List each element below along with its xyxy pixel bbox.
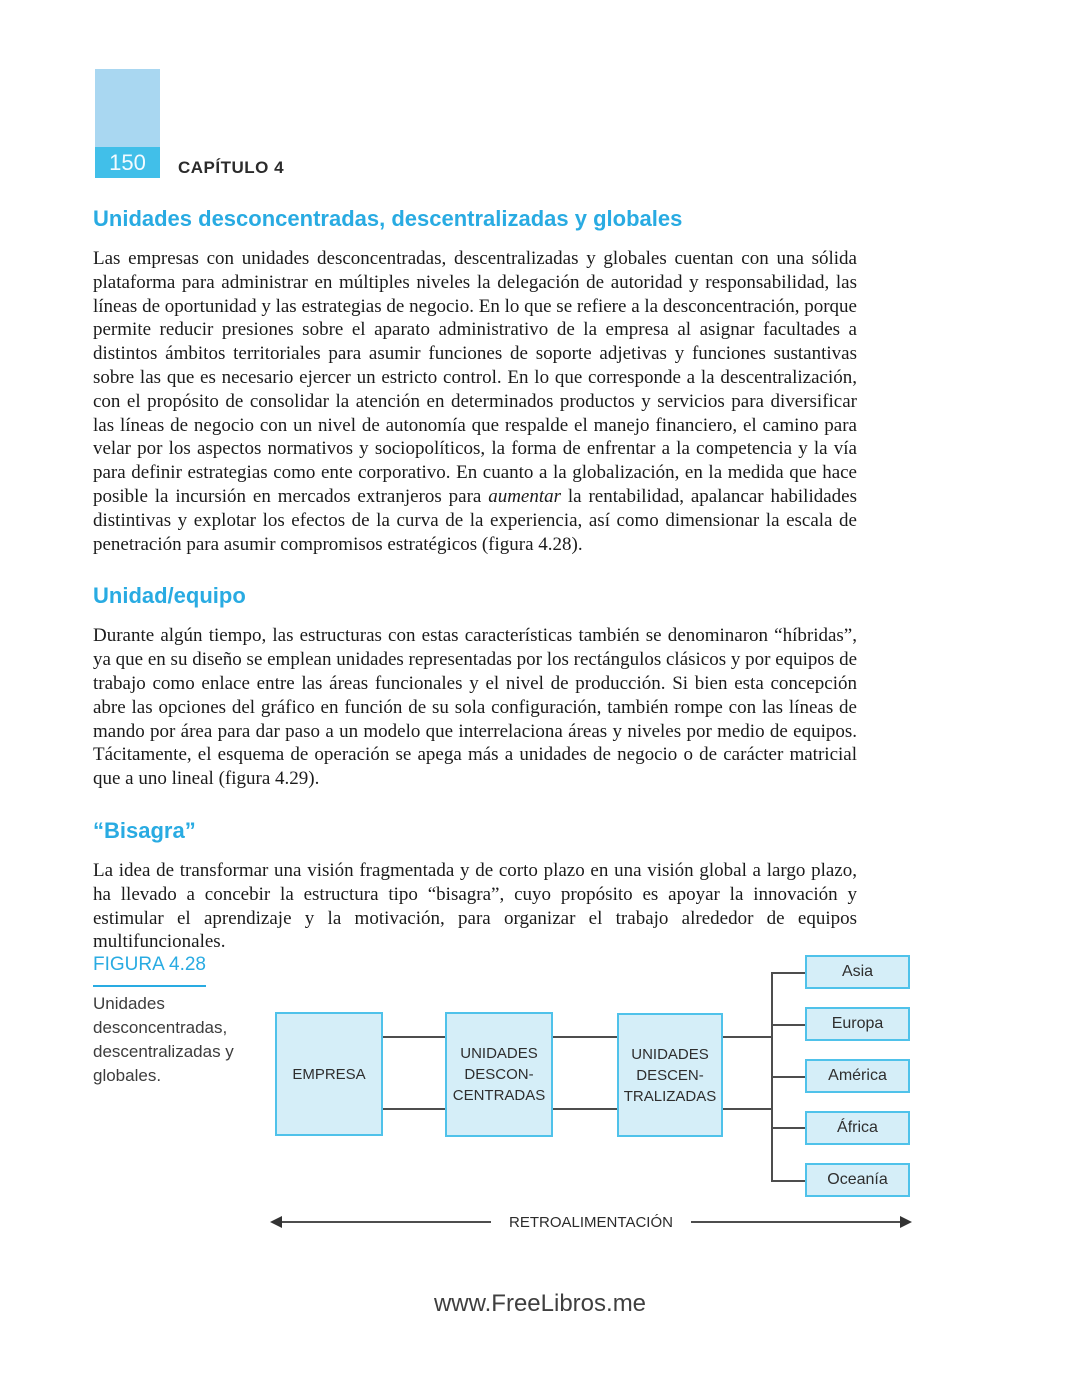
connector-stub-oceania [771, 1180, 805, 1182]
paragraph-unidades-part2: la rentabilidad, apalancar habilidades distintivas y explotar los efectos de la curva de la experiencia, así como dimensionar la escala de penetración para asumir compromisos estratégicos (figura 4.28). [93, 485, 857, 555]
connector-stub-asia [771, 972, 805, 974]
connector-stub-europa [771, 1024, 805, 1026]
section-heading-unidad-equipo: Unidad/equipo [93, 583, 246, 609]
node-descon-line3: CENTRADAS [452, 1087, 546, 1104]
page-tab-decoration [95, 69, 160, 147]
figure-caption: Unidades desconcentradas, descentralizadas y globales. [93, 994, 234, 1085]
node-descen-line3: TRALIZADAS [623, 1087, 717, 1105]
connector-empresa-descon-top [383, 1036, 445, 1038]
figure-4-28 [0, 948, 1080, 1278]
text-column [93, 206, 857, 954]
connector-descon-descen-bottom [553, 1108, 617, 1110]
diagram-node-europa: Europa [805, 1007, 910, 1041]
figure-label: FIGURA 4.28 [93, 954, 206, 987]
diagram-node-africa: África [805, 1111, 910, 1145]
section-heading-bisagra: “Bisagra” [93, 817, 196, 843]
page-number-tab [95, 69, 160, 178]
connector-stub-america [771, 1076, 805, 1078]
feedback-label: RETROALIMENTACIÓN [509, 1213, 673, 1231]
arrow-right-icon [900, 1216, 912, 1228]
footer-url[interactable]: www.FreeLibros.me [433, 1290, 647, 1317]
connector-stub-africa [771, 1127, 805, 1129]
node-descen-line1: UNIDADES [631, 1045, 709, 1063]
connector-empresa-descon-bottom [383, 1108, 445, 1110]
diagram-node-america: América [805, 1059, 910, 1093]
diagram-node-empresa [275, 1012, 383, 1136]
paragraph-unidades-italic: aumentar [488, 485, 562, 507]
paragraph-unidades [93, 247, 857, 556]
node-descon-line1: UNIDADES [460, 1045, 538, 1062]
node-empresa-label: EMPRESA [292, 1065, 366, 1083]
arrow-left-icon [270, 1216, 282, 1228]
node-descen-line2: DESCEN- [636, 1066, 704, 1084]
connector-descen-spine-bottom [723, 1108, 771, 1110]
paragraph-unidad-equipo: Durante algún tiempo, las estructuras con estas características también se denominaron “híbridas”, ya que en su diseño se emplean unidades representadas por los rectángulos clásicos y por equipos de trabajo como enlace entre las áreas funcionales y el nivel de producción. Si bien esta concepción abre las opciones del gráfico en función de su sola configuración, también rompe con las líneas de mando por área para dar paso a un modelo que interrelaciona áreas y niveles por medio de equipos. Tácitamente, el esquema de operación se apega más a unidades de negocio o de carácter matricial que a uno lineal (figura 4.29). [93, 625, 857, 790]
node-descon-line2: DESCON- [464, 1066, 534, 1083]
footer [0, 1290, 1080, 1318]
diagram-node-desconcentradas [445, 1012, 553, 1137]
arrow-line-right [691, 1221, 900, 1223]
arrow-line-left [282, 1221, 491, 1223]
connector-descen-spine-top [723, 1036, 771, 1038]
feedback-arrow [270, 1215, 912, 1229]
paragraph-unidades-part1: Las empresas con unidades desconcentradas, descentralizadas y globales cuentan con una sólida plataforma para administrar en múltiples niveles la delegación de autoridad y responsabilidad, las líneas de oportunidad y las estrategias de negocio. En lo que se refiere a la desconcentración, porque permite reducir presiones sobre el aparato administrativo de la empresa al asignar facultades a distintos ámbitos territoriales para asumir funciones de soporte adjetivas y funciones sustantivas sobre las que es necesario ejercer un estricto control. En lo que corresponde a la descentralización, con el propósito de consolidar la atención en determinados productos y servicios para diversificar las líneas de negocio con un nivel de autonomía que respalde el manejo financiero, el camino para velar por los aspectos normativos y sociopolíticos, la forma de enfrentar a la competencia y la vía para definir estrategias como ente corporativo. En cuanto a la globalización, en la medida que hace posible la incursión en mercados extranjeros para [93, 248, 857, 507]
page-number: 150 [109, 149, 146, 175]
diagram-node-asia: Asia [805, 955, 910, 989]
page-number-badge [95, 147, 160, 178]
diagram-node-oceania: Oceanía [805, 1163, 910, 1197]
chapter-label: CAPÍTULO 4 [178, 157, 285, 177]
paragraph-bisagra: La idea de transformar una visión fragmentada y de corto plazo en una visión global a largo plazo, ha llevado a concebir la estructura tipo “bisagra”, cuyo propósito es apoyar la innovación y estimular el aprendizaje y la motivación, para organizar el trabajo alrededor de equipos multifuncionales. [93, 859, 857, 953]
connector-descon-descen-top [553, 1036, 617, 1038]
diagram-node-descentralizadas [617, 1013, 723, 1137]
section-heading-unidades: Unidades desconcentradas, descentralizadas y globales [93, 206, 683, 231]
